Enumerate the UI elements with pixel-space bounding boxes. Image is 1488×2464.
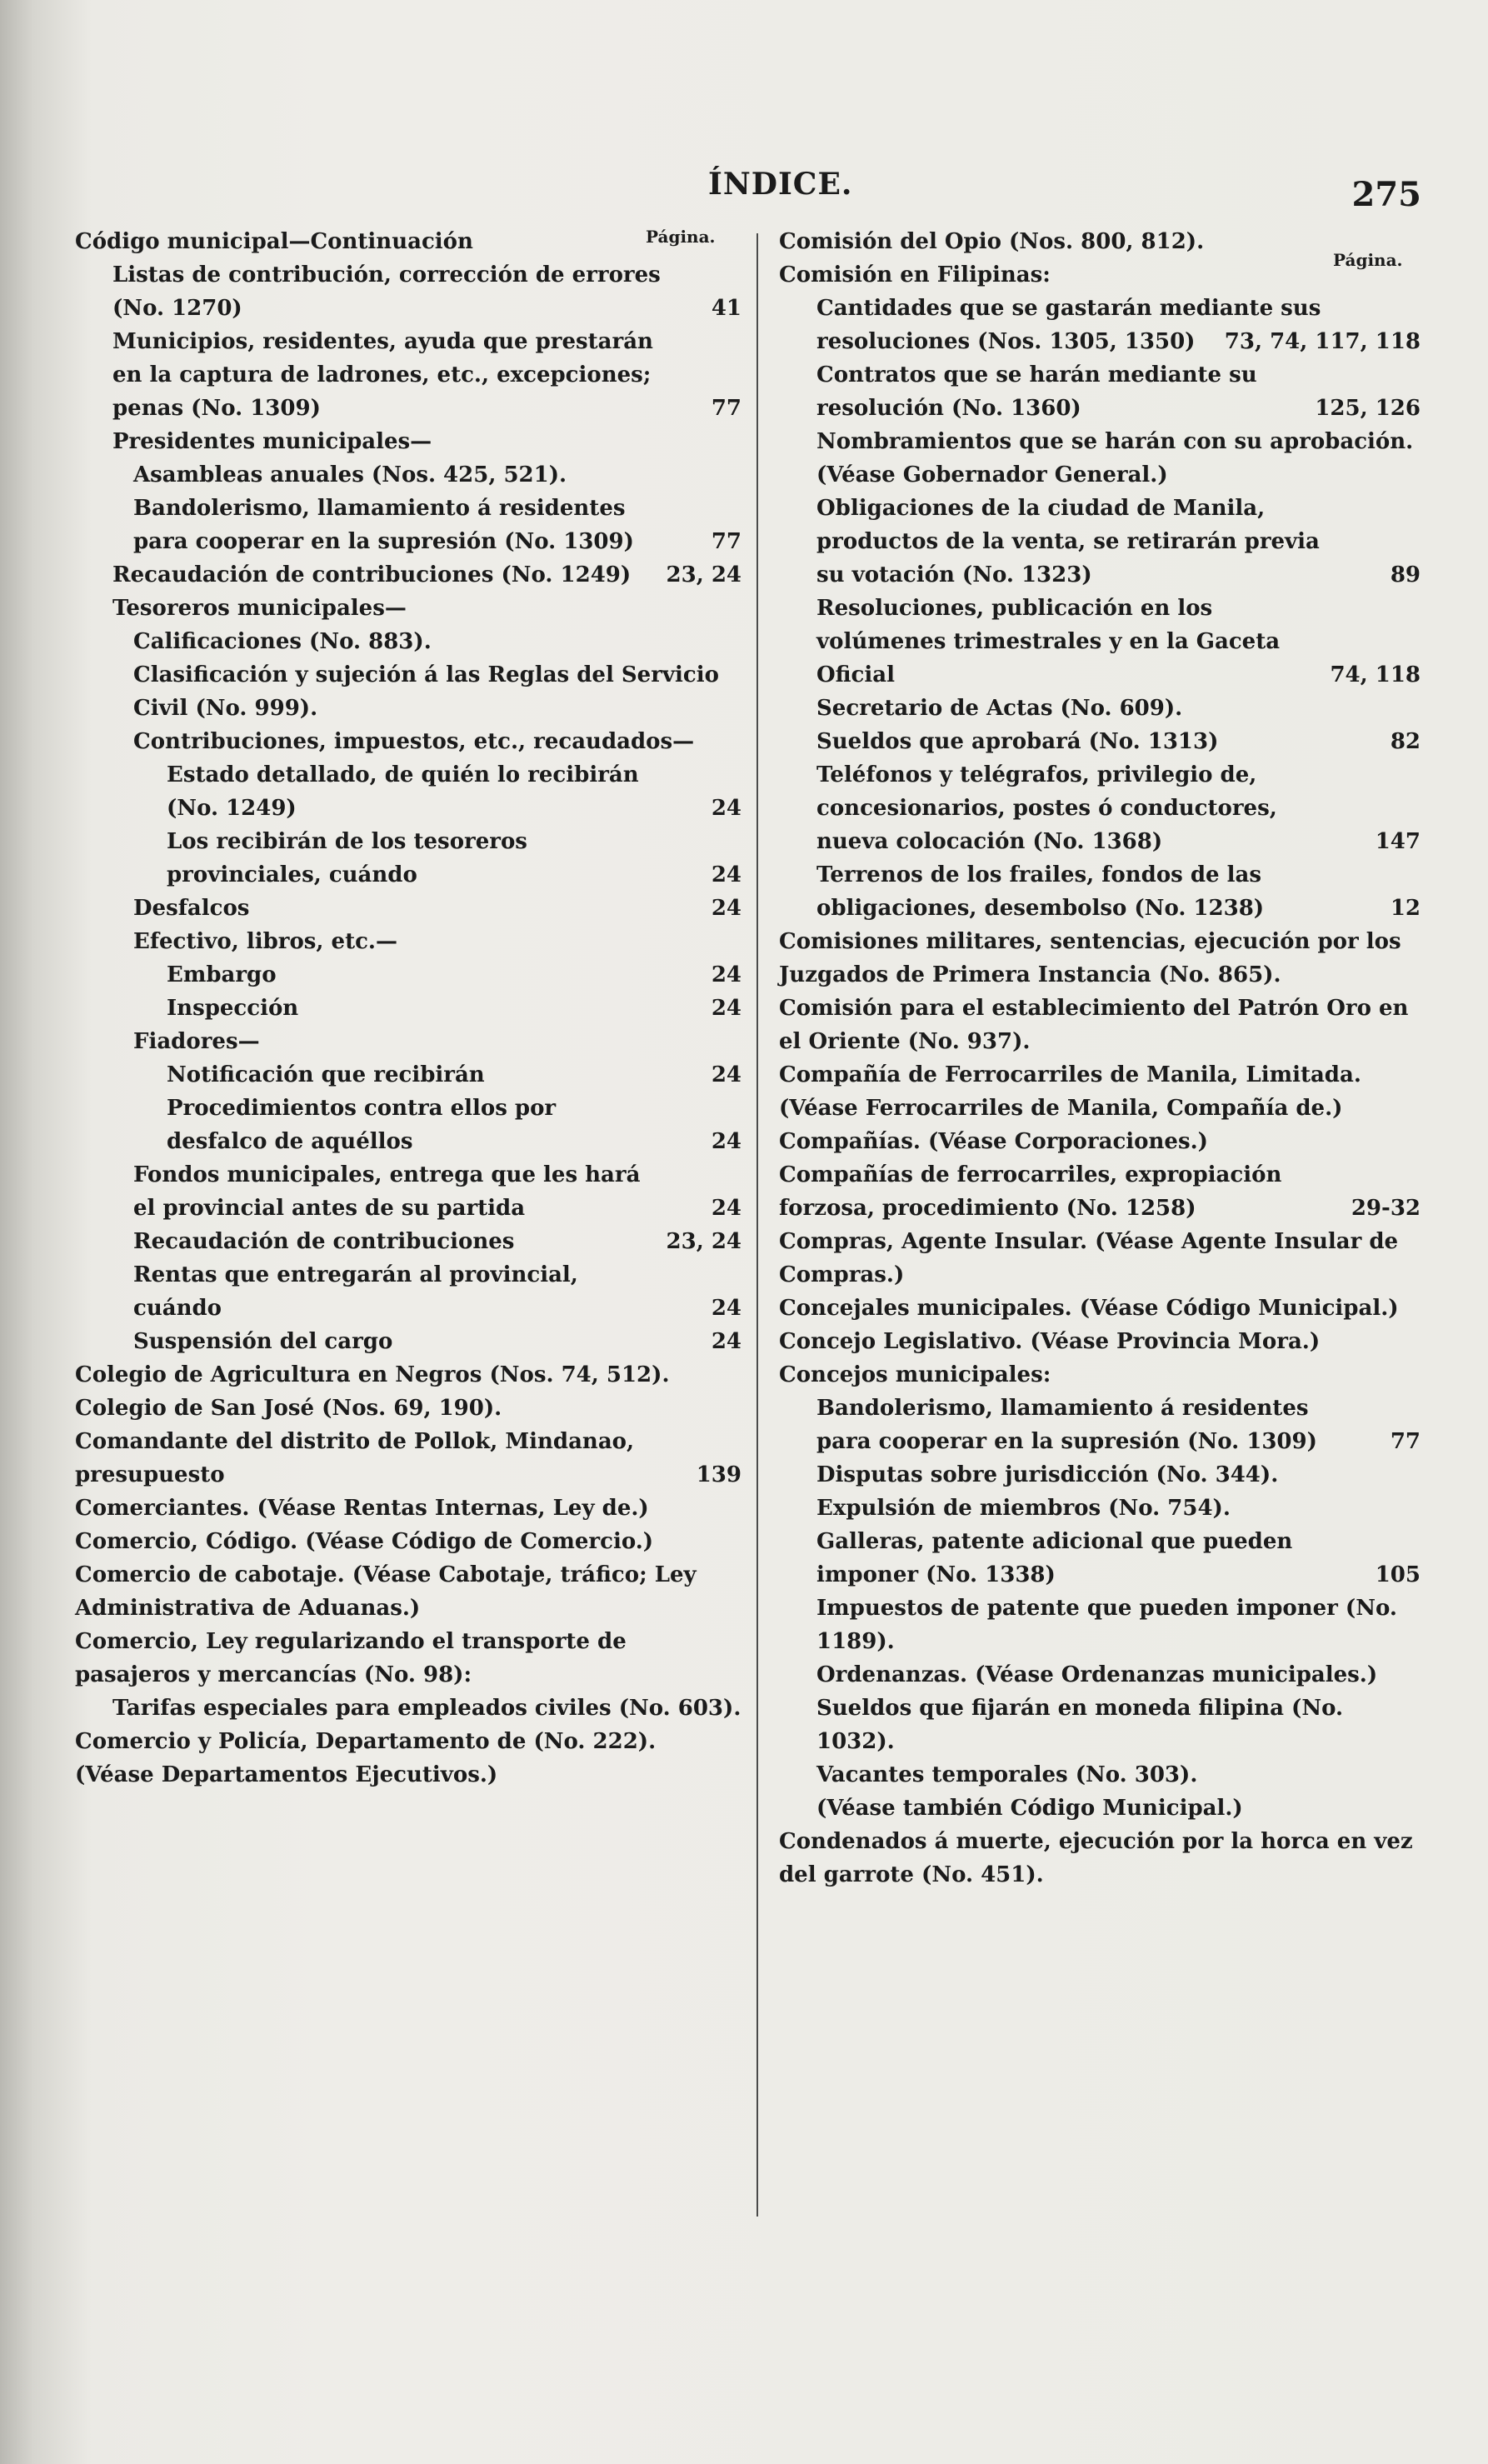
index-entry	[75, 1558, 742, 1625]
left-pagina-label: Página.	[646, 227, 716, 247]
index-entry	[779, 1792, 1421, 1825]
index-entry	[75, 1392, 742, 1425]
index-entry	[779, 492, 1421, 592]
index-entry	[75, 1158, 742, 1225]
index-entry	[75, 1425, 742, 1492]
entry-text: Recaudación de contribuciones	[133, 1229, 515, 1254]
entry-text: Teléfonos y telégrafos, privilegio de, concesionarios, postes ó conductores, nueva colocación (No. 1368)	[816, 762, 1277, 854]
index-entry	[779, 1658, 1421, 1692]
entry-text: Bandolerismo, llamamiento á residentes para cooperar en la supresión (No. 1309)	[816, 1396, 1317, 1454]
index-entry	[779, 858, 1421, 925]
entry-text: Comandante del distrito de Pollok, Mindanao, presupuesto	[75, 1429, 635, 1487]
index-entry	[75, 225, 742, 258]
entry-text: Compañía de Ferrocarriles de Manila, Limitada. (Véase Ferrocarriles de Manila, Compañía de.)	[779, 1062, 1361, 1121]
index-entry	[779, 1758, 1421, 1792]
entry-text: Ordenanzas. (Véase Ordenanzas municipales.)	[816, 1662, 1378, 1687]
index-entry	[75, 1325, 742, 1358]
entry-text: Compañías. (Véase Corporaciones.)	[779, 1129, 1208, 1154]
entry-text: Impuestos de patente que pueden imponer (No. 1189).	[816, 1596, 1397, 1654]
entry-text: Galleras, patente adicional que pueden imponer (No. 1338)	[816, 1529, 1293, 1587]
index-entry	[75, 425, 742, 458]
page-reference: 24	[711, 1196, 742, 1221]
entry-text: Fondos municipales, entrega que les hará el provincial antes de su partida	[133, 1162, 641, 1221]
entry-text: Embargo	[167, 962, 277, 987]
page-reference: 24	[711, 1329, 742, 1354]
page-reference: 12	[1390, 896, 1421, 921]
index-entry	[779, 1592, 1421, 1658]
index-entry	[779, 1325, 1421, 1358]
index-entry	[75, 658, 742, 725]
entry-text: Colegio de San José (Nos. 69, 190).	[75, 1396, 502, 1421]
entry-text: Rentas que entregarán al provincial, cuándo	[133, 1262, 578, 1321]
index-entry	[75, 1725, 742, 1792]
entry-text: Comerciantes. (Véase Rentas Internas, Ley de.)	[75, 1496, 649, 1521]
entry-text: Obligaciones de la ciudad de Manila, productos de la venta, se retirarán previa su votación (No. 1323)	[816, 496, 1320, 587]
index-entry	[75, 1492, 742, 1525]
page-reference: 23, 24	[666, 562, 742, 587]
page-number: 275	[1351, 175, 1421, 214]
entry-text: Comisiones militares, sentencias, ejecución por los Juzgados de Primera Instancia (No. 865).	[779, 929, 1401, 987]
entry-text: Terrenos de los frailes, fondos de las obligaciones, desembolso (No. 1238)	[816, 862, 1265, 921]
entry-text: Colegio de Agricultura en Negros (Nos. 74, 512).	[75, 1362, 670, 1387]
index-entry	[779, 292, 1421, 358]
entry-text: Contribuciones, impuestos, etc., recaudados—	[133, 729, 695, 754]
index-entry	[75, 592, 742, 625]
entry-text: Nombramientos que se harán con su aprobación. (Véase Gobernador General.)	[816, 429, 1414, 487]
index-entry	[75, 558, 742, 592]
index-entry	[75, 1025, 742, 1058]
page-reference: 82	[1390, 729, 1421, 754]
page-reference: 77	[1390, 1429, 1421, 1454]
index-entry	[779, 925, 1421, 992]
entry-text: Comercio de cabotaje. (Véase Cabotaje, tráfico; Ley Administrativa de Aduanas.)	[75, 1562, 697, 1621]
index-entry	[75, 1258, 742, 1325]
entry-text: Comisión para el establecimiento del Patrón Oro en el Oriente (No. 937).	[779, 996, 1409, 1054]
entry-text: Sueldos que fijarán en moneda filipina (No. 1032).	[816, 1696, 1344, 1754]
page-reference: 24	[711, 796, 742, 821]
index-entry	[75, 1625, 742, 1692]
page-reference: 24	[711, 1062, 742, 1087]
entry-text: Concejales municipales. (Véase Código Municipal.)	[779, 1296, 1399, 1321]
index-entry	[779, 592, 1421, 692]
index-entry	[779, 692, 1421, 725]
index-entry	[75, 258, 742, 325]
entry-text: Asambleas anuales (Nos. 425, 521).	[133, 462, 567, 487]
index-entry	[779, 725, 1421, 758]
index-entry	[779, 1458, 1421, 1492]
entry-text: Tarifas especiales para empleados civiles (No. 603).	[112, 1696, 742, 1721]
entry-text: Efectivo, libros, etc.—	[133, 929, 397, 954]
entry-text: Clasificación y sujeción á las Reglas del Servicio Civil (No. 999).	[133, 662, 719, 721]
entry-text: Condenados á muerte, ejecución por la horca en vez del garrote (No. 451).	[779, 1829, 1413, 1887]
index-entry	[779, 1392, 1421, 1458]
entry-text: Fiadores—	[133, 1029, 260, 1054]
page-reference: 24	[711, 962, 742, 987]
entry-text: Inspección	[167, 996, 299, 1021]
entry-text: Código municipal—Continuación	[75, 229, 473, 254]
entry-text: Expulsión de miembros (No. 754).	[816, 1496, 1231, 1521]
index-entry	[779, 1525, 1421, 1592]
index-entry	[75, 892, 742, 925]
index-entry	[779, 1825, 1421, 1892]
index-entry	[779, 1292, 1421, 1325]
index-entry	[75, 925, 742, 958]
entry-text: Compañías de ferrocarriles, expropiación forzosa, procedimiento (No. 1258)	[779, 1162, 1282, 1221]
index-entry	[75, 1092, 742, 1158]
index-entry	[75, 458, 742, 492]
index-heading: ÍNDICE.	[708, 167, 853, 202]
entry-text: Comercio y Policía, Departamento de (No. 222). (Véase Departamentos Ejecutivos.)	[75, 1729, 657, 1787]
index-entry	[779, 1058, 1421, 1125]
page-reference: 24	[711, 1296, 742, 1321]
left-index-column	[75, 225, 742, 1792]
entry-text: Comisión en Filipinas:	[779, 262, 1051, 287]
index-entry	[779, 1492, 1421, 1525]
index-entry	[75, 725, 742, 758]
entry-text: Notificación que recibirán	[167, 1062, 485, 1087]
index-entry	[779, 1125, 1421, 1158]
entry-text: Suspensión del cargo	[133, 1329, 393, 1354]
entry-text: Los recibirán de los tesoreros provinciales, cuándo	[167, 829, 527, 887]
index-entry	[75, 1058, 742, 1092]
index-entry	[779, 992, 1421, 1058]
right-pagina-label: Página.	[1333, 250, 1403, 270]
entry-text: Compras, Agente Insular. (Véase Agente Insular de Compras.)	[779, 1229, 1399, 1287]
entry-text: Concejos municipales:	[779, 1362, 1051, 1387]
entry-text: Resoluciones, publicación en los volúmenes trimestrales y en la Gaceta Oficial	[816, 596, 1281, 687]
index-entry	[75, 1358, 742, 1392]
entry-text: Cantidades que se gastarán mediante sus resoluciones (Nos. 1305, 1350)	[816, 296, 1321, 354]
index-entry	[75, 958, 742, 992]
index-entry	[75, 992, 742, 1025]
page-reference: 29-32	[1351, 1196, 1421, 1221]
entry-text: Estado detallado, de quién lo recibirán (No. 1249)	[167, 762, 639, 821]
entry-text: Presidentes municipales—	[112, 429, 432, 454]
entry-text: Recaudación de contribuciones (No. 1249)	[112, 562, 632, 587]
page-reference: 125, 126	[1315, 396, 1421, 421]
page-reference: 77	[711, 396, 742, 421]
entry-text: Procedimientos contra ellos por desfalco de aquéllos	[167, 1096, 557, 1154]
right-index-column	[779, 225, 1421, 1892]
entry-text: Vacantes temporales (No. 303).	[816, 1762, 1198, 1787]
page-reference: 77	[711, 529, 742, 554]
page-reference: 147	[1375, 829, 1421, 854]
index-entry	[779, 1692, 1421, 1758]
entry-text: Secretario de Actas (No. 609).	[816, 696, 1183, 721]
entry-text: Tesoreros municipales—	[112, 596, 407, 621]
index-entry	[75, 625, 742, 658]
page-reference: 24	[711, 862, 742, 887]
index-entry	[779, 1358, 1421, 1392]
index-entry	[75, 1525, 742, 1558]
page-reference: 89	[1390, 562, 1421, 587]
index-entry	[779, 225, 1421, 258]
index-entry	[779, 258, 1421, 292]
index-entry	[75, 1225, 742, 1258]
entry-text: Comercio, Ley regularizando el transporte de pasajeros y mercancías (No. 98):	[75, 1629, 627, 1687]
entry-text: (Véase también Código Municipal.)	[816, 1796, 1243, 1821]
page-reference: 23, 24	[666, 1229, 742, 1254]
index-entry	[779, 758, 1421, 858]
page-reference: 74, 118	[1330, 662, 1421, 687]
index-entry	[779, 425, 1421, 492]
page-reference: 24	[711, 1129, 742, 1154]
entry-text: Sueldos que aprobará (No. 1313)	[816, 729, 1219, 754]
entry-text: Desfalcos	[133, 896, 250, 921]
page-reference: 41	[711, 296, 742, 321]
entry-text: Disputas sobre jurisdicción (No. 344).	[816, 1462, 1279, 1487]
entry-text: Municipios, residentes, ayuda que prestarán en la captura de ladrones, etc., excepciones; penas (No. 1309)	[112, 329, 653, 421]
index-entry	[75, 1692, 742, 1725]
page-reference: 105	[1375, 1562, 1421, 1587]
entry-text: Bandolerismo, llamamiento á residentes para cooperar en la supresión (No. 1309)	[133, 496, 634, 554]
index-entry	[75, 492, 742, 558]
entry-text: Contratos que se harán mediante su resolución (No. 1360)	[816, 362, 1257, 421]
page-reference: 73, 74, 117, 118	[1224, 329, 1421, 354]
entry-text: Comisión del Opio (Nos. 800, 812).	[779, 229, 1205, 254]
index-entry	[75, 325, 742, 425]
entry-text: Listas de contribución, corrección de errores (No. 1270)	[112, 262, 661, 321]
page-reference: 139	[696, 1462, 742, 1487]
entry-text: Calificaciones (No. 883).	[133, 629, 432, 654]
page-reference: 24	[711, 896, 742, 921]
index-entry	[779, 1225, 1421, 1292]
entry-text: Comercio, Código. (Véase Código de Comercio.)	[75, 1529, 654, 1554]
page-reference: 24	[711, 996, 742, 1021]
index-entry	[75, 825, 742, 892]
index-entry	[779, 358, 1421, 425]
index-entry	[779, 1158, 1421, 1225]
entry-text: Concejo Legislativo. (Véase Provincia Mora.)	[779, 1329, 1321, 1354]
index-entry	[75, 758, 742, 825]
column-divider	[756, 233, 758, 2217]
